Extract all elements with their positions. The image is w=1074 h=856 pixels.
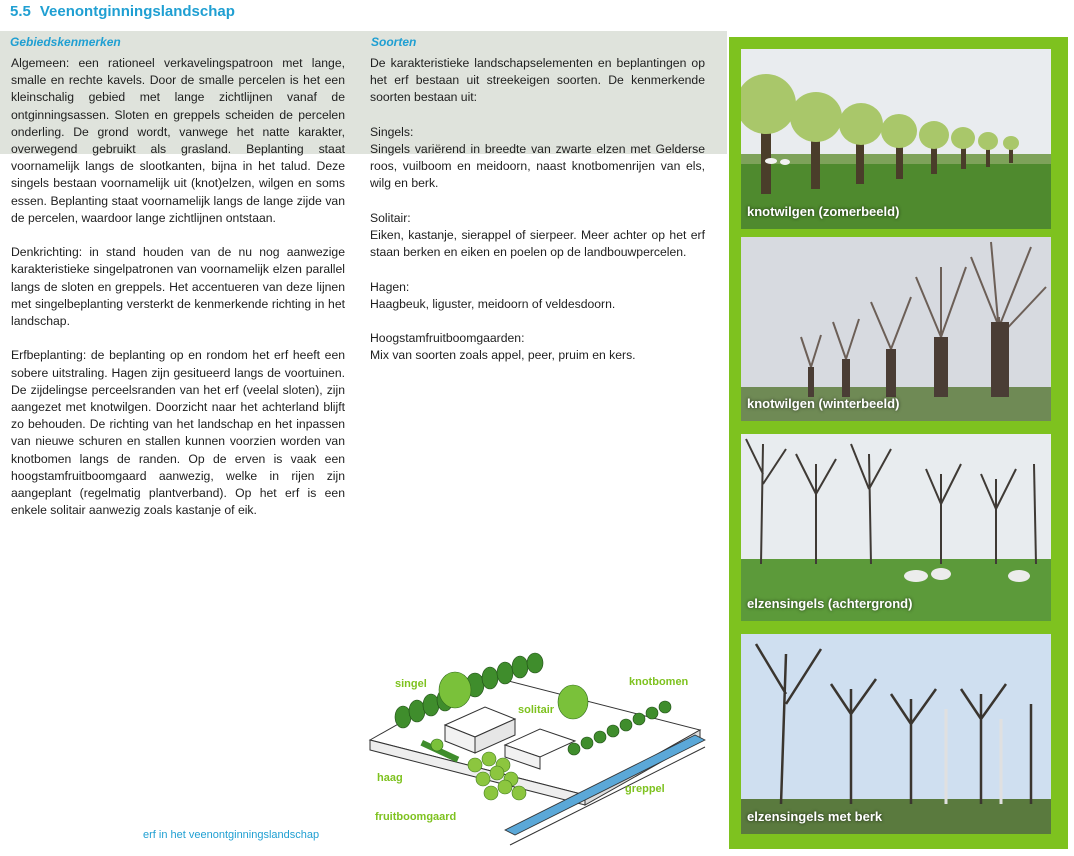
paragraph-erfbeplanting: Erfbeplanting: de beplanting op en rondom het erf heeft een sobere uitstraling. Hagen zijn gesitueerd langs de voortuinen. De zijdelingse perceelsranden van het erf (veelal sloten), zijn aangezet met knotwilgen. Doorzicht naar het achterland blijft zo behouden. De richting van het landschap en het inpassen van nieuwe schuren en stallen kunnen voorzien worden van knotbomen langs de randen. Op de erven is vaak een hoogstamfruitboomgaard aanwezig, welke in rijen zijn aangeplant (regelmatig plantverband). Op het erf is een enkele solitair aanwezig zoals kastanje of eik. (11, 348, 345, 518)
photo-elzensingels-berk (741, 634, 1051, 834)
label-solitair: solitair (518, 704, 555, 716)
photo-caption: knotwilgen (zomerbeeld) (747, 204, 900, 219)
paragraph-denkrichting: Denkrichting: in stand houden van de nu nog aanwezige karakteristieke singelpatronen van voornamelijk elzen parallel langs de sloten en greppels. Het accentueren van deze lijnen met singelbeplanting versterkt de kenmerkende richting in het landschap. (11, 245, 345, 329)
photo-caption: knotwilgen (winterbeeld) (747, 396, 900, 411)
soort-text: Mix van soorten zoals appel, peer, pruim en kers. (370, 348, 636, 363)
soort-hagen (370, 279, 705, 313)
photo-caption: elzensingels met berk (747, 809, 883, 824)
section-name: Veenontginningslandschap (39, 3, 235, 20)
soort-title: Hoogstamfruitboomgaarden: (370, 331, 525, 346)
soort-fruitboomgaarden (370, 330, 705, 364)
soort-text: Singels variërend in breedte van zwarte elzen met Gelderse roos, vuilboom en meidoorn, naast knotbomenrijen van els, wilg en berk. (370, 142, 705, 191)
section-number: 5.5 (10, 3, 31, 20)
label-haag: haag (377, 772, 403, 784)
label-greppel: greppel (625, 783, 665, 795)
left-column (11, 55, 345, 537)
diagram-caption: erf in het veenontginningslandschap (143, 829, 320, 841)
label-fruitboomgaard: fruitboomgaard (375, 811, 457, 823)
middle-column (370, 55, 705, 382)
soorten-intro: De karakteristieke landschapselementen en beplantingen op het erf bestaan uit streekeigen soorten. De kenmerkende soorten bestaan uit: (370, 56, 705, 105)
soort-text: Haagbeuk, liguster, meidoorn of veldesdoorn. (370, 296, 616, 311)
label-knotbomen: knotbomen (629, 676, 689, 688)
photo-elzensingels-achtergrond (741, 434, 1051, 621)
label-singel: singel (395, 678, 427, 690)
photo-column (729, 37, 1068, 849)
soort-solitair (370, 210, 705, 262)
photo-caption: elzensingels (achtergrond) (747, 596, 913, 611)
farm-diagram (365, 645, 710, 850)
photo-knotwilgen-winter (741, 237, 1051, 421)
photo-knotwilgen-zomer (741, 49, 1051, 229)
paragraph-algemeen: Algemeen: een rationeel verkavelingspatroon met lange, smalle en rechte kavels. Door de smalle percelen is het een kleinschalig gebied met lange zichtlijnen vanaf de ontginningsassen. Sloten en greppels scheiden de percelen onderling. De grond wordt, vanwege het natte karakter, overwegend gebruikt als grasland. Beplanting staat voornamelijk langs de slootkanten, bijna in het talud. Deze singels bestaan voornamelijk uit (knot)elzen, wilgen en soms essen. Beplanting staat voornamelijk langs de lange zijde van de percelen, waardoor lange zichtlijnen ontstaan. (11, 56, 345, 225)
soort-text: Eiken, kastanje, sierappel of sierpeer. Meer achter op het erf staan berken en eiken en poelen op de landbouwpercelen. (370, 228, 705, 260)
soort-title: Hagen: (370, 279, 410, 294)
soort-singels (370, 124, 705, 193)
middle-heading: Soorten (371, 35, 417, 49)
section-title (10, 3, 235, 20)
left-heading: Gebiedskenmerken (10, 35, 121, 49)
soort-title: Singels: (370, 124, 414, 139)
soort-title: Solitair: (370, 210, 411, 225)
